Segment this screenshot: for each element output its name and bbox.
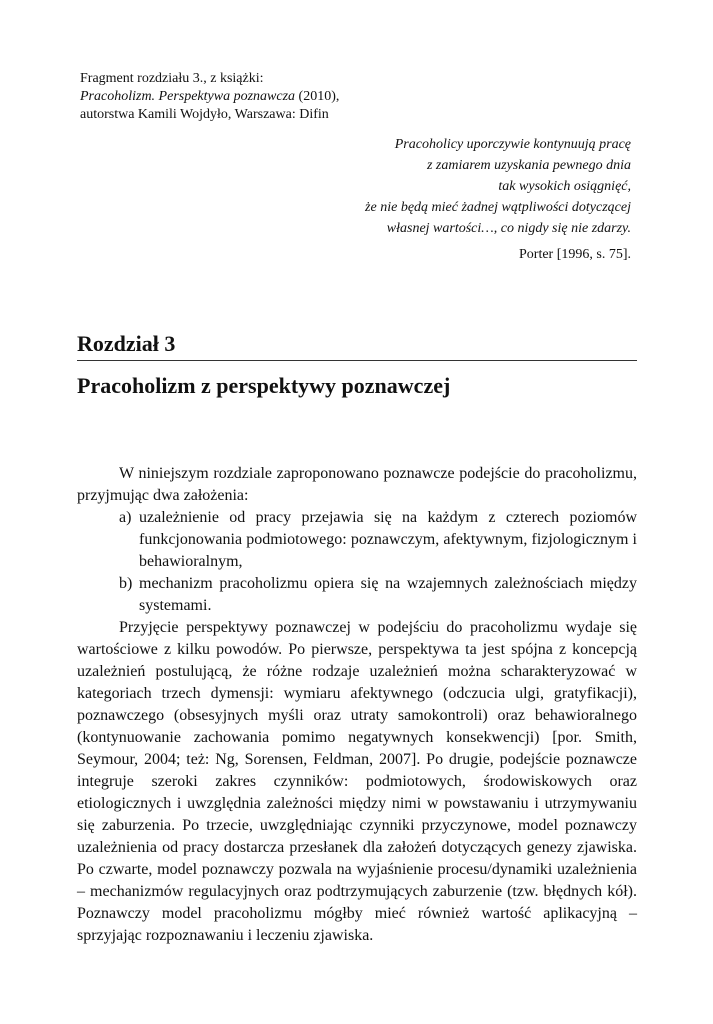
book-year: (2010), [295,89,340,104]
epigraph-line: Pracoholicy uporczywie kontynuują pracę [394,137,631,152]
source-line-2 [80,88,500,106]
chapter-title: Pracoholizm z perspektywy poznawczej [77,373,451,398]
chapter-label: Rozdział 3 [77,331,176,356]
epigraph-line: z zamiarem uzyskania pewnego dnia [426,158,631,173]
main-paragraph: Przyjęcie perspektywy poznawczej w podejściu do pracoholizmu wydaje się wartościowe z kilku powodów. Po pierwsze, perspektywa ta jest spójna z koncepcją uzależnień postulującą, że różne rodzaje uzależnień można scharakteryzować w kategoriach trzech dymensji: wymiaru afektywnego (odczucia ulgi, gratyfikacji), poznawczego (obsesyjnych myśli oraz utraty samokontroli) oraz behawioralnego (kontynuowanie zachowania pomimo negatywnych konsekwencji) [por. Smith, Seymour, 2004; też: Ng, Sorensen, Feldman, 2007]. Po drugie, podejście poznawcze integruje szeroki zakres czynników: podmiotowych, środowiskowych oraz etiologicznych i uwzględnia zależności między nimi w powstawaniu i utrzymywaniu się zaburzenia. Po trzecie, uwzględniając czynniki przyczynowe, model poznawczy uzależnienia od pracy dostarcza przesłanek dla założeń dotyczących genezy zjawiska. Po czwarte, model poznawczy pozwala na wyjaśnienie procesu/dynamiki uzależnienia – mechanizmów regulacyjnych oraz podtrzymujących zaburzenie (tzw. błędnych kół). Poznawczy model pracoholizmu mógłby mieć również wartość aplikacyjną – sprzyjając rozpoznawaniu i leczeniu zjawiska. [77,619,637,944]
epigraph-line: własnej wartości…, co nigdy się nie zdarzy. [386,221,631,236]
list-item-text: mechanizm pracoholizmu opiera się na wzajemnych zależnościach między systemami. [139,575,637,614]
epigraph-line: że nie będą mieć żadnej wątpliwości dotyczącej [365,200,631,215]
chapter-divider [77,360,637,361]
epigraph-line: tak wysokich osiągnięć, [498,179,631,194]
list-item [77,507,637,573]
source-line-3: autorstwa Kamili Wojdyło, Warszawa: Difin [80,107,329,122]
book-title: Pracoholizm. Perspektywa poznawcza [80,89,296,104]
list-item [77,573,637,617]
source-note [80,70,500,124]
epigraph [211,134,631,265]
epigraph-citation: Porter [1996, s. 75]. [519,247,631,262]
source-line-1: Fragment rozdziału 3., z książki: [80,71,264,86]
intro-paragraph: W niniejszym rozdziale zaproponowano poznawcze podejście do pracoholizmu, przyjmując dwa założenia: [77,465,637,504]
list-marker: a) [119,509,132,526]
list-marker: b) [119,575,133,592]
list-item-text: uzależnienie od pracy przejawia się na każdym z czterech poziomów funkcjonowania podmiotowego: poznawczym, afektywnym, fizjologicznym i behawioralnym, [139,509,637,570]
assumptions-list [77,507,637,617]
chapter-body [77,463,637,947]
